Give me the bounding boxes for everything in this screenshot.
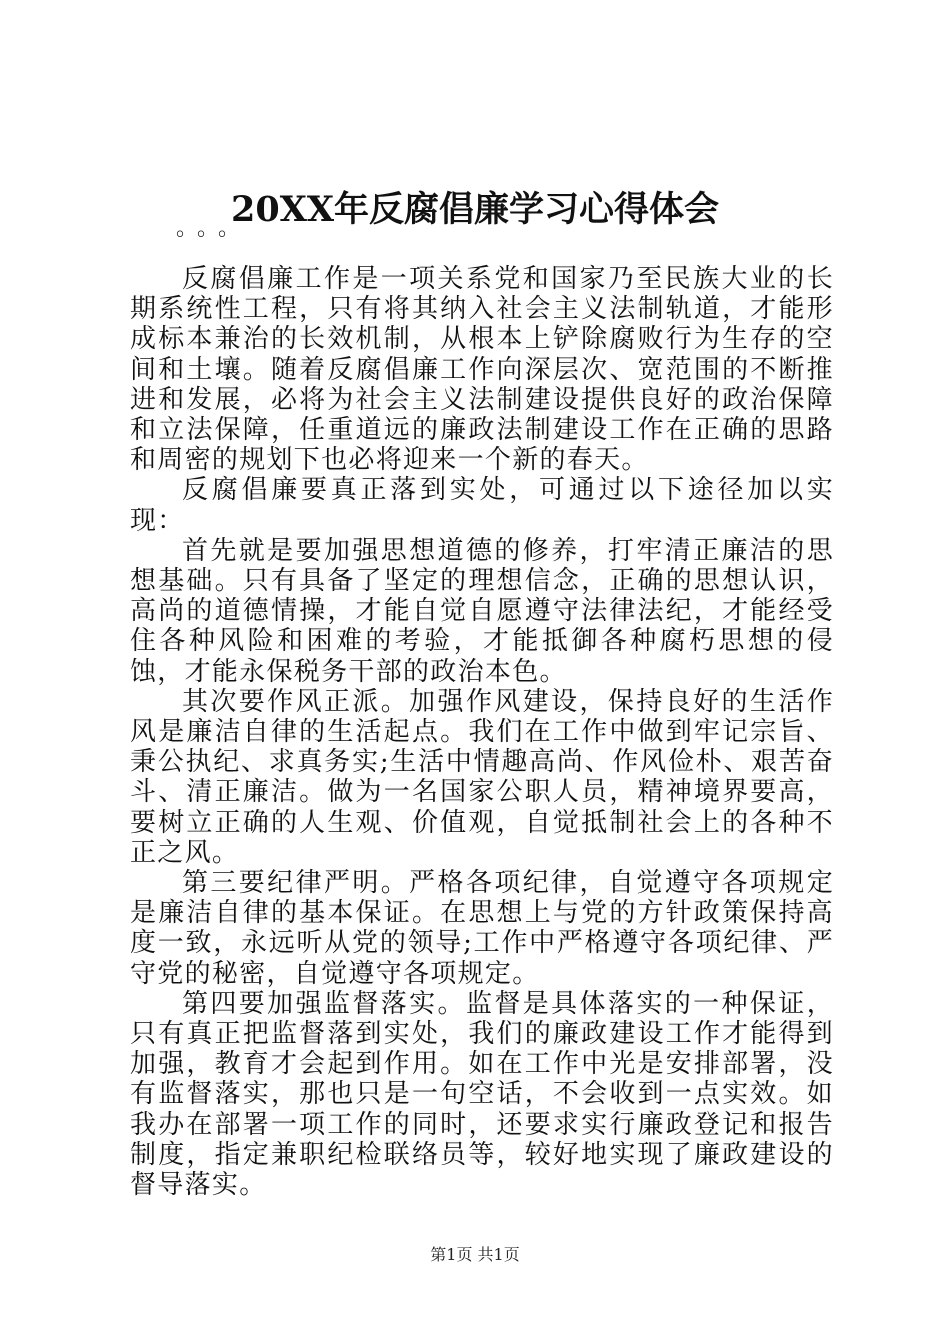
paragraph: 其次要作风正派。加强作风建设，保持良好的生活作风是廉洁自律的生活起点。我们在工作中做到牢记宗旨、秉公执纪、求真务实;生活中情趣高尚、作风俭朴、艰苦奋斗、清正廉洁。做为一名国家公职人员，精神境界要高，要树立正确的人生观、价值观，自觉抵制社会上的各种不正之风。 (130, 686, 834, 868)
paragraph: 首先就是要加强思想道德的修养，打牢清正廉洁的思想基础。只有具备了坚定的理想信念，正确的思想认识，高尚的道德情操，才能自觉自愿遵守法律法纪，才能经受住各种风险和困难的考验，才能抵御各种腐朽思想的侵蚀，才能永保税务干部的政治本色。 (130, 535, 834, 687)
paragraph: 第三要纪律严明。严格各项纪律，自觉遵守各项规定是廉洁自律的基本保证。在思想上与党的方针政策保持高度一致，永远听从党的领导;工作中严格遵守各项纪律、严守党的秘密，自觉遵守各项规定。 (130, 868, 834, 989)
document-title: 20XX年反腐倡廉学习心得体会 (230, 189, 720, 230)
paragraph: 第四要加强监督落实。监督是具体落实的一种保证，只有真正把监督落到实处，我们的廉政建设工作才能得到加强，教育才会起到作用。如在工作中光是安排部署，没有监督落实，那也只是一句空话，不会收到一点实效。如我办在部署一项工作的同时，还要求实行廉政登记和报告制度，指定兼职纪检联络员等，较好地实现了廉政建设的督导落实。 (130, 988, 834, 1201)
paragraph: 反腐倡廉工作是一项关系党和国家乃至民族大业的长期系统性工程，只有将其纳入社会主义法制轨道，才能形成标本兼治的长效机制，从根本上铲除腐败行为生存的空间和土壤。随着反腐倡廉工作向深层次、宽范围的不断推进和发展，必将为社会主义法制建设提供良好的政治保障和立法保障，任重道远的廉政法制建设工作在正确的思路和周密的规划下也必将迎来一个新的春天。 (130, 264, 834, 476)
document-body (130, 264, 834, 1200)
page-footer: 第1页 共1页 (430, 1245, 520, 1264)
ellipsis-marks: 。。。 (176, 216, 251, 241)
paragraph: 反腐倡廉要真正落到实处，可通过以下途径加以实现： (130, 475, 834, 536)
